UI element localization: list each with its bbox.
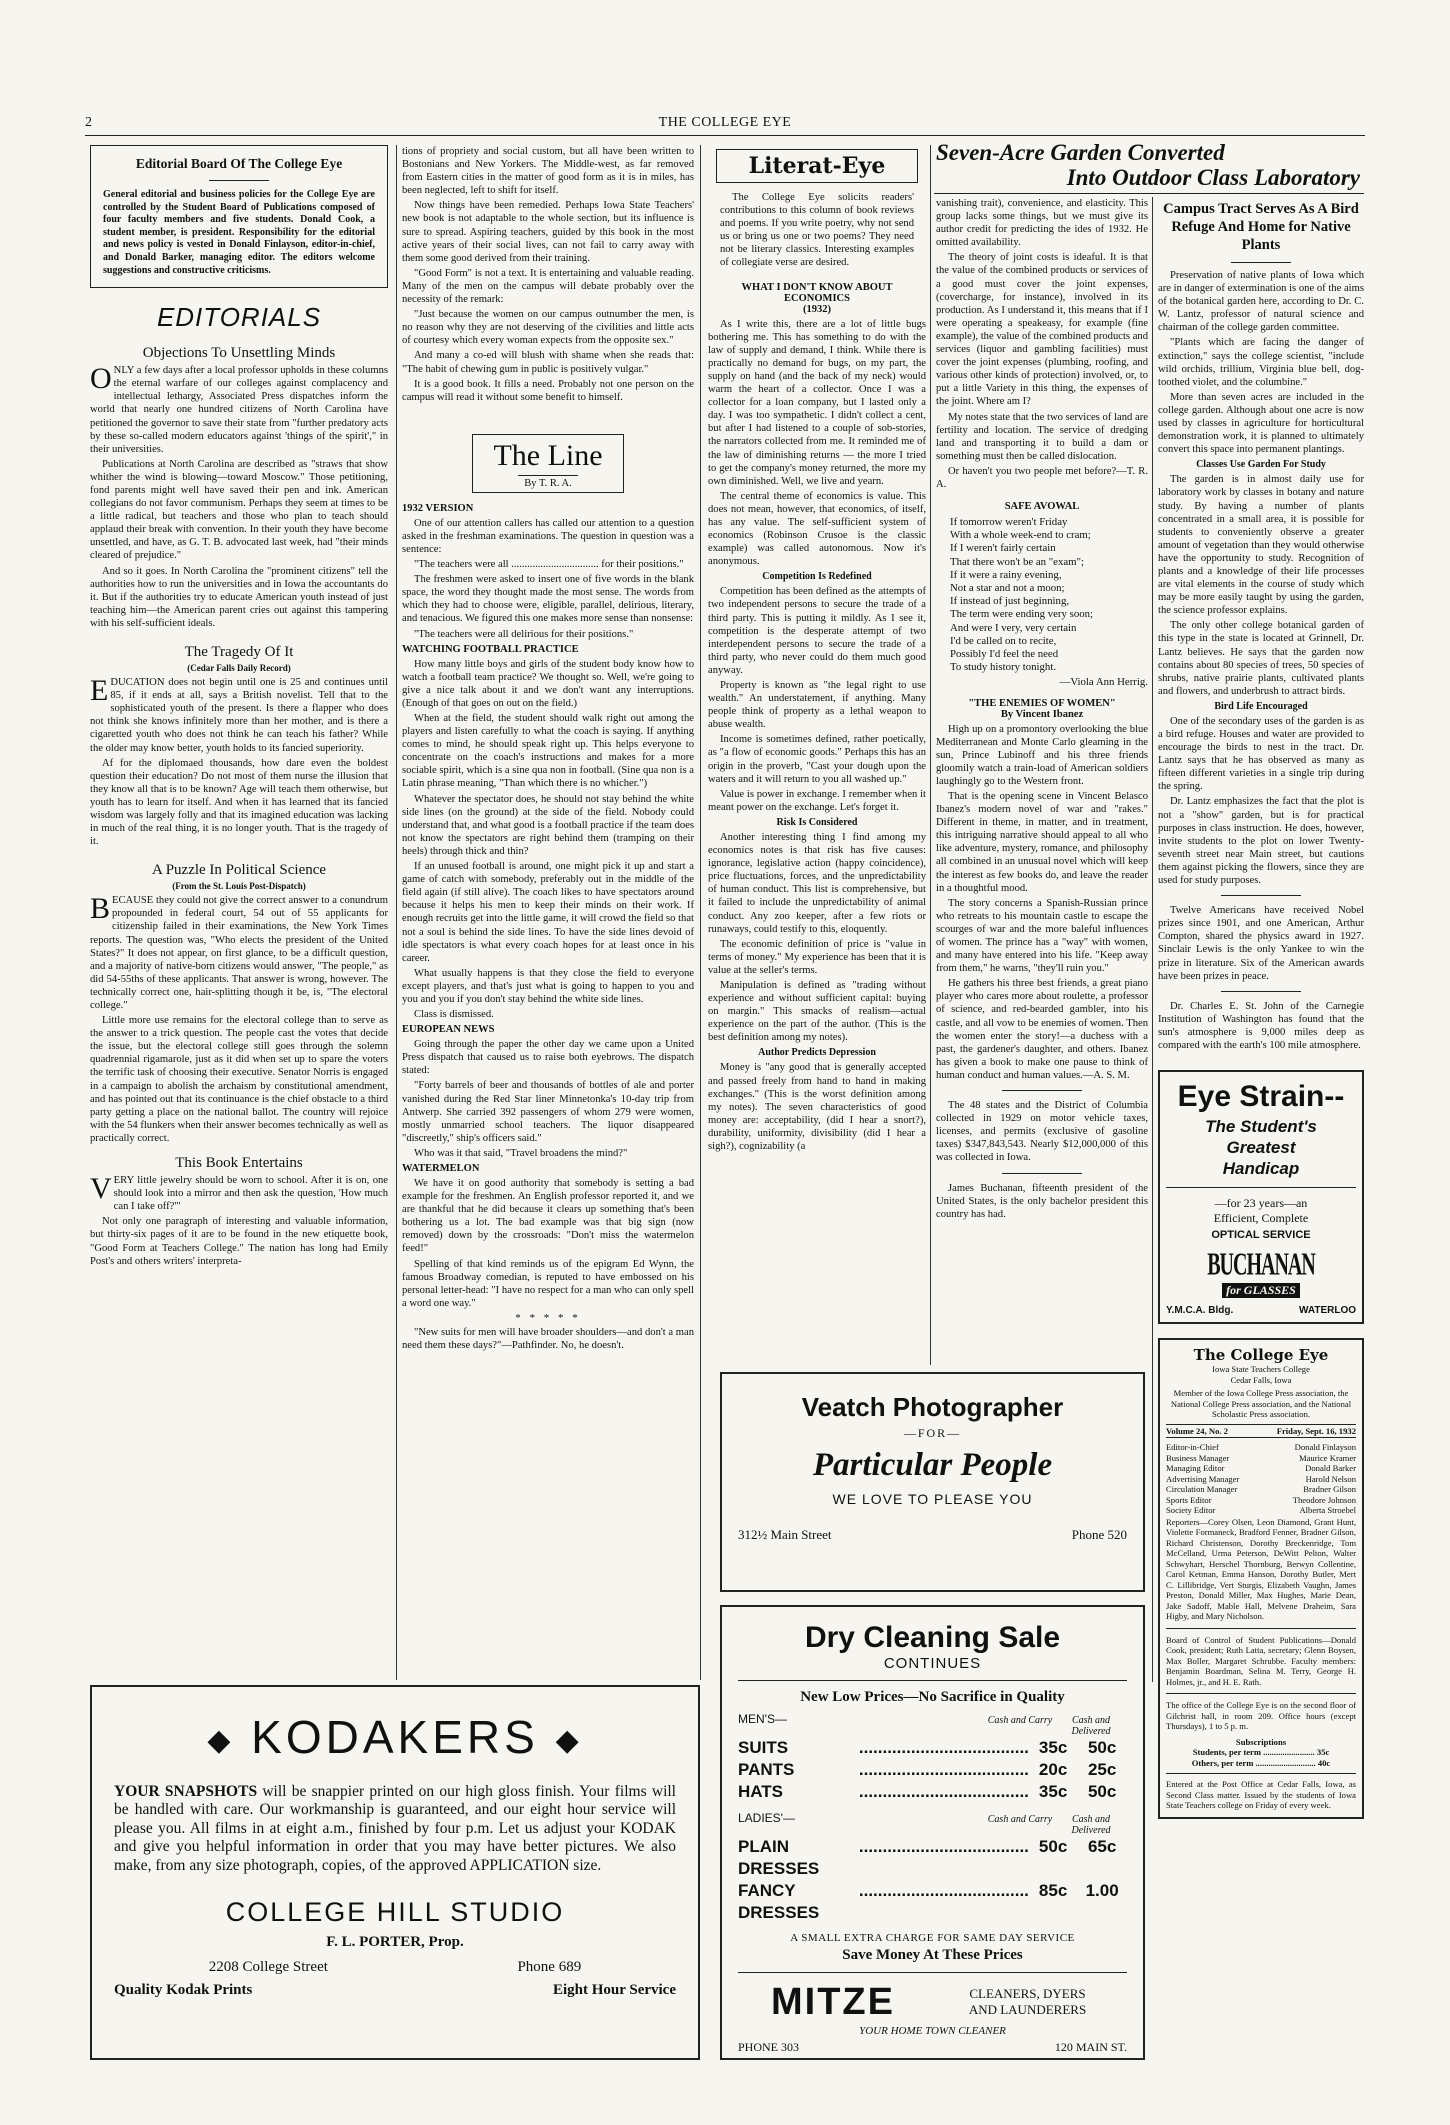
ad-line: Quality Kodak Prints (114, 1982, 253, 1999)
garden-headline (934, 140, 1364, 192)
poem-line: The term were ending very soon; (950, 608, 1094, 621)
article-body: As I write this, there are a lot of little bugs bothering me. This has something to do with the law of supply and demand, I think. While there is practically no demand for bugs, on my part, the supply on hand (and the back of my neck) would warm the heart of a collector. Once I was a collector for a loan company, but I lasted only a day. I was too sympathetic. I didn't collect a cent, but after I had listened to a couple of sob-stories, the narrators collected from me. It reminded me of the law of diminishing returns — the more I tried to get the company's money returned, the more my own diminished. Well, we live and yearn. (708, 318, 926, 487)
staff-row: Editor-in-Chief Donald Finlayson (1166, 1442, 1356, 1453)
staff-row: Advertising Manager Harold Nelson (1166, 1473, 1356, 1484)
issue-date: Friday, Sept. 16, 1932 (1276, 1425, 1356, 1436)
staff-row: Sports Editor Theodore Johnson (1166, 1494, 1356, 1505)
ad-line: Efficient, Complete (1213, 1211, 1309, 1226)
col-delivered: Cash and Delivered (1071, 1715, 1111, 1737)
article-body: Value is power in exchange. I remember when it meant power on the exchange. Let's forget it. (708, 788, 926, 813)
ad-address: Y.M.C.A. Bldg. (1166, 1305, 1234, 1317)
office-hours: The office of the College Eye is on the second floor of Gilchrist hall, in room 209. Office hours (except Thursdays), 1 to 5 p. m. (1166, 1700, 1356, 1732)
article-body: Competition has been defined as the attempts of two independent persons to secure the trade of a third party. This is putting it mildly. As I see it, competition is the desperate attempt of two interdependent persons to secure the trade of a third party, who never could do them much good anyway. (708, 586, 926, 676)
article-body: "The teachers were all ................................. for their positions." (414, 559, 684, 571)
article-body: "The teachers were all delirious for their positions." (414, 628, 634, 640)
kodakers-ad (90, 1685, 700, 2060)
section-head: 1932 VERSION (402, 502, 474, 514)
poem-line: That there won't be an "exam"; (950, 555, 1084, 568)
col-delivered: Cash and Delivered (1071, 1814, 1111, 1836)
article-body: The 48 states and the District of Columbia collected in 1929 on motor vehicle taxes, licenses, and permits (exclusive of gasoline taxes) $347,843,543. Nearly $12,000,000 of this was collected in Iowa. (936, 1100, 1148, 1164)
article-body: We have it on good authority that somebody is setting a bad example for the freshmen. An English professor reported it, and we are thankful that he did because it clears up something that's been bothering us a lot. The bad example was that big sign (now removed) down by the crossroads: "Don't miss the watermelon feed!" (402, 1178, 694, 1255)
article-body: Whatever the spectator does, he should not stay behind the white side lines (on the ground) at the side of the field. Nobody could understand that, and what good is a football practice if the team does not know the spectators are right behind them (tramping on their heels) through thick and thin? (402, 793, 694, 857)
ad-address: 120 MAIN ST. (1054, 2040, 1127, 2054)
article-body: "Plants which are facing the danger of extinction," says the college scientist, "include wild orchids, trillium, Virginia blue bell, dog-toothed violet, and the columbine." (1158, 337, 1364, 388)
editorials-title: EDITORIALS (156, 302, 322, 333)
ad-phone: Phone 689 (517, 1959, 582, 1976)
ad-line: CLEANERS, DYERS (969, 1986, 1086, 2001)
article-body: It is a good book. It fills a need. Probably not one person on the campus will read it without some benefit to himself. (402, 378, 694, 403)
drop-cap: V (90, 1172, 112, 1206)
section-head: Author Predicts Depression (758, 1047, 876, 1059)
article-body: "Forty barrels of beer and thousands of bottles of ale and porter vanished during the Red Star liner Minnetonka's 10-day trip from Antwerp. She carried 392 passengers of whom 279 were women, mostly unmarried school teachers. The liquor disappeared "discreetly," ship's officers said." (402, 1080, 694, 1144)
ad-line: Eight Hour Service (552, 1982, 676, 1999)
masthead-line: Iowa State Teachers College (1212, 1364, 1310, 1375)
article-body: Who was it that said, "Travel broadens the mind?" (414, 1147, 628, 1159)
ad-line: YOUR HOME TOWN CLEANER (859, 2025, 1006, 2037)
board-of-control: Board of Control of Student Publications—Donald Cook, president; Ruth Latta, secretary; Glenn Boysen, Max Boller, Margaret Schrubbe. Faculty members: Benjamin Boardman, Selina M. Terry, George H. Holmes, jr., and H. E. Rath. (1166, 1634, 1356, 1687)
section-head: Risk Is Considered (776, 816, 858, 828)
article-body: The story concerns a Spanish-Russian prince who retreats to his mountain castle to escape the scourges of war and the more baleful influences of women. The prince has a "way" with women, and many have entered into his life. "Keep away from them," he warns, "they'll ruin you." (936, 897, 1148, 975)
ad-line: —FOR— (903, 1426, 962, 1440)
article-body: High up on a promontory overlooking the blue Mediterranean and Monte Carlo gleaming in the sun, Prince Lubinoff and his three friends gloomily watch a train-load of American soldiers laughingly go to the Western front. (936, 723, 1148, 787)
ad-address: 2208 College Street (208, 1959, 328, 1976)
article-body: Af for the diplomaed thousands, how dare even the boldest question their education? Do not most of them nurse the illusion that they know all that is to be known? Age will teach them otherwise, but youth has to learn for itself. And when it has learned that its fancied wisdom was largely folly and that its imagined education was lacking in much of the real thing, it is no longer youth. That is the tragedy of it. (90, 757, 388, 848)
staff-list (1166, 1442, 1356, 1516)
article-body: Publications at North Carolina are described as "straws that show whither the wind is blowing—toward Moscow." Those petitioning, fond parents might well have saved their pen and ink. American collegians do not favor communism. Perhaps they seem at times to be a little radical, but teachers and those who plan to teach should applaud their break with convention. In their youth they have become unsettled, and have, as G. T. B. advocated last week, had "their minds cleared of prejudice." (90, 458, 388, 562)
article-body: The freshmen were asked to insert one of five words in the blank space, the word they thought made the most sense. The words from which they had to choose were, eligible, parallel, delirious, literary, and tenacious. We figured this one makes more sense than nonsense: (402, 574, 694, 625)
masthead-box (1158, 1338, 1364, 1819)
article-body: tions of propriety and social custom, but all have been written to Bostonians and New Yorkers. The Middle-west, as far removed from Eastern cities in the matter of good form as it is in miles, has been neglected, left to shift for itself. (402, 146, 694, 197)
col-carry: Cash and Carry (987, 1715, 1053, 1726)
article-source: (From the St. Louis Post-Dispatch) (172, 881, 306, 892)
article-body: The theory of joint costs is ideaful. It is that the value of the combined products or services of a good must cover the joint expenses, (covercharge, for instance), involved in its production. As I understand it, this means that if I were operating a speakeasy, for example (fine example), the value of the combined products and services (liquor and gambling facilities) must cover the joint expenses (plumbing, roofing, and various other kinds of protection) involved, or, to put a little Variety in this thing, the expenses of the joint. Where am I? (936, 252, 1148, 408)
article-body: Not only one paragraph of interesting and valuable information, but thirty-six pages of it are to be found in the new etiquette book, "Good Form at Teachers College." The nation has long had Emily Post's and others writers' interpreta- (90, 1216, 388, 1267)
subscriptions-title: Subscriptions (1235, 1736, 1287, 1747)
poem (936, 516, 1148, 674)
article-body: One of the secondary uses of the garden is as a bird refuge. Houses and water are provided to encourage the birds to nest in the tract. Dr. Lantz says that he has observed as many as fifteen different varieties in a single trip during the spring. (1158, 715, 1364, 793)
article-body: Income is sometimes defined, rather poetically, as "a flow of economic goods." Perhaps this has an origin in the proverb, "Cast your dough upon the waters and it will return to you all washed up." (708, 734, 926, 785)
literat-eye-column (708, 145, 926, 1365)
article-body: My notes state that the two services of land are fertility and location. The service of dredging land and transporting it to build a dam or something must then be called dislocation. (936, 411, 1148, 462)
ad-tagline: Particular People (812, 1447, 1053, 1483)
drop-cap: O (90, 362, 112, 396)
editorial-board-box (90, 145, 388, 288)
diamond-icon: ◆ (207, 1723, 235, 1757)
article-title: Objections To Unsettling Minds (142, 345, 336, 362)
article-body: The only other college botanical garden of this type in the state is located at Grinnell, Dr. Lantz believes. He says that the garden now contains about 80 species of trees, 50 species of shrubs, native prairie plants, cultivated plants and flowers, and underbrush to attract birds. (1158, 620, 1364, 697)
article-body: One of our attention callers has called our attention to a question asked in the freshman examinations. The question in question was a sentence: (402, 517, 694, 555)
article-body: Now things have been remedied. Perhaps Iowa State Teachers' new book is not adaptable to the whole section, but its influence is sure to spread. Aspiring teachers, guided by this book in the most active years of their social lives, can not fail to carry away with them some good derived from their training. (402, 200, 694, 264)
article-body: Money is "any good that is generally accepted and passed freely from hand to hand in making exchanges." (This is the worst definition among my notes). The seven characteristics of good money are: acceptability, (did I hear a snort?), durability, uniformity, divisibility (did I hear a sigh?), cognizability (a (708, 1062, 926, 1152)
article-body: What usually happens is that they close the field to everyone except players, and that's just what is going to happen to you and you and you if you don't stay behind the white side lines. (402, 967, 694, 1005)
ad-line: CONTINUES (883, 1655, 982, 1672)
staff-row: Circulation Manager Bradner Gilson (1166, 1484, 1356, 1495)
ad-title: Eye Strain-- (1177, 1080, 1345, 1114)
ad-phone: Phone 520 (1071, 1527, 1127, 1542)
literat-eye-box (716, 149, 918, 183)
subscription-line: Students, per term ........................ 35c (1192, 1747, 1330, 1758)
article-body: The garden is in almost daily use for laboratory work by classes in botany and nature study. By having a number of plants concentrated in a small area, it is possible for students to conveniently observe a greater amount of vegetation than they would otherwise have the opportunity to study. Recognition of plants and a knowledge of their life processes are vital elements in the course of study which may be more easily taught by using the garden, the science professor explains. (1158, 474, 1364, 617)
studio-name: COLLEGE HILL STUDIO (225, 1897, 565, 1928)
article-body: EDUCATION does not begin until one is 25 and continues until 85, if it ends at all, says a British novelist. Tell that to the sophisticated youth of the present. Is there a flapper who does not think she knows infinitely more than her mother, and is there a cigaretted youth who does not think he can teach his father? While the older may know better, youth holds to its fancied superiority. (90, 674, 388, 754)
article-body: Preservation of native plants of Iowa which are in danger of extermination is one of the aims of the botanical garden here, according to Dr. C. W. Lantz, professor of natural science and chairman of the college garden committee. (1158, 270, 1364, 334)
ad-headline: New Low Prices—No Sacrifice in Quality (800, 1689, 1065, 1705)
poem-line: To study history tonight. (950, 661, 1057, 674)
article-body: Property is known as "the legal right to use wealth." An understatement, if anything. Many people think of property as a lethal weapon to abuse wealth. (708, 680, 926, 731)
staff-row: Managing Editor Donald Barker (1166, 1463, 1356, 1474)
column-two (402, 145, 694, 1680)
section-head: Classes Use Garden For Study (1196, 459, 1326, 471)
article-body: vanishing trait), convenience, and elasticity. This group lacks some things, but we must give its author credit for predicting the ides of 1932. He omitted availability. (936, 198, 1148, 249)
veatch-ad (720, 1372, 1145, 1592)
garden-title-line2: Into Outdoor Class Laboratory (1066, 165, 1360, 190)
article-body: Dr. Lantz emphasizes the fact that the plot is not a "show" garden, but is for practical purposes in class instruction. He does, however, invite students to the plot on lower Twenty-seventh street near Main street, but cautions them against picking the flowers, since they are used for study purposes. (1158, 796, 1364, 887)
the-line-byline: By T. R. A. (524, 477, 572, 489)
price-row: PANTS .................................... 20c 25c (738, 1760, 1117, 1779)
masthead-title: The College Eye (1193, 1346, 1329, 1365)
ad-line: Save Money At These Prices (842, 1947, 1023, 1963)
article-body: The economic definition of price is "value in terms of money." My experience has been that it is value at the seller's terms. (708, 938, 926, 976)
studio-prop: F. L. PORTER, Prop. (326, 1934, 464, 1951)
price-row: SUITS .................................... 35c 50c (738, 1738, 1117, 1757)
ad-line: OPTICAL SERVICE (1211, 1229, 1311, 1242)
garden-title-line1: Seven-Acre Garden Converted (936, 140, 1225, 165)
ad-line: WE LOVE TO PLEASE YOU (832, 1491, 1033, 1507)
article-body: Spelling of that kind reminds us of the epigram Ed Wynn, the famous Broadway comedian, is reputed to have embossed on his personal letter-head: "I have no respect for a man who can only spell a word one way." (402, 1258, 694, 1309)
poem-line: If it were a rainy evening, (950, 568, 1062, 581)
article-body: Manipulation is defined as "trading without experience and without sufficient capital: buying on margin." This smacks of realism—actual experience on the part of the author. (This is the best definition among my notes). (708, 979, 926, 1044)
article-body: James Buchanan, fifteenth president of the United States, is the only bachelor president this country has had. (936, 1182, 1148, 1220)
article-title: The Tragedy Of It (184, 644, 294, 661)
mens-label: MEN'S— (738, 1712, 787, 1726)
section-head: By Vincent Ibanez (1000, 708, 1084, 720)
section-head: SAFE AVOWAL (1004, 501, 1080, 513)
article-body: Or haven't you two people met before?—T. R. A. (936, 465, 1148, 490)
ladies-label: LADIES'— (738, 1811, 795, 1825)
ad-line: Greatest (1226, 1138, 1296, 1158)
ad-line: A SMALL EXTRA CHARGE FOR SAME DAY SERVICE (790, 1932, 1075, 1944)
the-line-box (472, 434, 624, 493)
subscription-line: Others, per term ............................ 40c (1191, 1757, 1331, 1768)
drop-cap: B (90, 892, 111, 926)
article-body: Twelve Americans have received Nobel prizes since 1901, and one American, Arthur Compton, shared the physics award in 1927. Sinclair Lewis is the only Yankee to win the prize in literature. Six of the American awards have been prizes in peace. (1158, 905, 1364, 982)
article-body: BECAUSE they could not give the correct answer to a conundrum propounded in federal court, 54 out of 55 applicants for citizenship failed in their examinations, the New York Times reports. The question was, "Who elects the president of the United States?" It does not appear, on first glance, to be a difficult question, and a majority of native-born citizens would answer, "The people," as did 54-55ths of these applicants. That answer is wrong, however. The technically correct one, hair-splitting though it be, is, "The electoral college." (90, 892, 388, 1011)
section-head: EUROPEAN NEWS (402, 1024, 495, 1036)
poem-author: —Viola Ann Herrig. (1059, 675, 1148, 688)
ad-body: YOUR SNAPSHOTS will be snappier printed on our high gloss finish. Your films will be handled with care. Our workmanship is guaranteed, and our eight hour service will please you. All films in at eight a.m., finished by four p.m. Let us adjust your KODAK and give you helpful information in order that you may have better pictures. We also make, from any size photograph, copies, of the approved APPLICATION size. (114, 1782, 676, 1874)
poem-line: If I weren't fairly certain (950, 542, 1056, 555)
garden-column (1158, 197, 1364, 1811)
article-body: More than seven acres are included in the college garden. Although about one acre is now used by classes in agriculture for horticultural demonstration work, it is planned to ultimately convert this space into permanent plantings. (1158, 391, 1364, 456)
ad-line: AND LAUNDERERS (968, 2002, 1087, 2017)
poem-line: Possibly I'd feel the need (950, 648, 1059, 661)
ad-line: The Student's (1205, 1117, 1317, 1137)
ad-address: 312½ Main Street (738, 1527, 832, 1542)
masthead-line: Member of the Iowa College Press association, the National College Press association, and the National Scholastic Press association. (1170, 1388, 1352, 1420)
article-body: Class is dismissed. (414, 1009, 494, 1021)
article-body: The central theme of economics is value. This does not mean, however, that economics, of itself, has any value. The self-sufficient system of economics (Robinson Crusoe is the classic example) was called autonomous. Now it's anonymous. (708, 490, 926, 568)
price-row: PLAIN DRESSES .................................... 50c 65c (738, 1837, 1117, 1878)
article-body: ONLY a few days after a local professor upholds in these columns the eternal warfare of our colleges against complacency and intellectual lethargy, Associated Press dispatches inform the world that nearly one hundred citizens of North Carolina have petitioned the governor to save their state from "further predatory acts by these so-called modern educators against 'things of the spirit'," in their universities. (90, 362, 388, 455)
section-head: Bird Life Encouraged (1214, 700, 1308, 712)
ad-line: Handicap (1222, 1159, 1300, 1179)
editorial-column (90, 145, 388, 1680)
separator-stars: * * * * * (515, 1311, 581, 1324)
article-body: Dr. Charles E. St. John of the Carnegie Institution of Washington has found that the sun's atmosphere is 9,000 miles deep as compared with the earth's 100 mile atmosphere. (1158, 1000, 1364, 1051)
article-body: "Just because the women on our campus outnumber the men, is no reason why they are not deserving of the civilities and little acts of courtesy which every woman expects from the opposite sex." (402, 309, 694, 347)
paper-title: THE COLLEGE EYE (658, 115, 792, 130)
article-body: How many little boys and girls of the student body know how to watch a football team practice? We thought so. Well, we're going to give a nice talk about it and we don't want any interruptions. (Enough of that goes on out on the field.) (402, 658, 694, 709)
poem-line: I'd be called on to recite, (950, 634, 1057, 647)
staff-row: Business Manager Maurice Kramer (1166, 1452, 1356, 1463)
section-head: "THE ENEMIES OF WOMEN" (968, 697, 1116, 709)
article-body: "New suits for men will have broader shoulders—and don't a man need them these days?"—Pathfinder. No, he doesn't. (402, 1326, 694, 1352)
dry-cleaning-ad (720, 1605, 1145, 2060)
ad-title: ◆ KODAKERS ◆ (207, 1711, 583, 1763)
article-body: VERY little jewelry should be worn to school. After it is on, one should look into a mirror and then ask the question, 'How much can I take off?'" (90, 1172, 388, 1213)
article-title: This Book Entertains (175, 1155, 303, 1172)
diamond-icon: ◆ (555, 1723, 583, 1757)
section-head: WATCHING FOOTBALL PRACTICE (402, 643, 579, 655)
section-head: Competition Is Redefined (762, 571, 872, 583)
masthead-line: Cedar Falls, Iowa (1230, 1374, 1292, 1385)
ad-phone: PHONE 303 (738, 2040, 800, 2054)
mitze-logo: MITZE (771, 1981, 895, 2023)
page-number: 2 (85, 115, 92, 130)
ad-city: WATERLOO (1298, 1305, 1356, 1317)
eye-strain-ad (1158, 1070, 1364, 1324)
drop-cap: E (90, 674, 109, 708)
article-body: Little more use remains for the electoral college than to serve as the answer to a trick question. The people cast the votes that decide the issue, but the electoral college still goes through the solemn quadrennial rigamarole, just as it did when set up to spare the voters the terrific task of choosing their executive. Senator Norris is engaged in a campaign to abolish the archaism by constitutional amendment, and has pointed out that its continuance is the chief obstacle to a third party getting a place on the national ballot. The country will rejoice with the 54 flunkers when their answer becomes technically as well as practically correct. (90, 1015, 389, 1144)
column-four (936, 197, 1148, 1365)
page-header (85, 115, 1365, 135)
poem-line: If instead of just beginning, (950, 595, 1070, 608)
article-body: He gathers his three best friends, a great piano player who cares more about roulette, a professor of science, and red-bearded gambler, into his castle, and all vow to be enemies of women. Then the women enter the story!—a duchess with a past, the gardener's daughter, and others. Ibanez has given a book to make one pause to think of human conduct and human values.—A. S. M. (936, 978, 1148, 1081)
staff-row: Society Editor Alberta Stroebel (1166, 1505, 1356, 1516)
article-body: If an unused football is around, one might pick it up and start a game of catch with somebody, preferably out in the middle of the field again (if still alive). The coach likes to have spectators around because it helps his men to keep their minds on their work. If enough recruits get into the little game, it will crowd the field so that not a soul is behind the side lines. To have the side lines devoid of idle spectators is what every coach hopes for at least once in his career. (402, 861, 694, 964)
ad-title: Dry Cleaning Sale (804, 1621, 1061, 1654)
article-body: And so it goes. In North Carolina the "prominent citizens" tell the authorities how to run the universities and in Iowa the accountants do it. But if the authorities try to educate American youth instead of just teaching him—the American parent cries out against this tampering with his self-sufficient ideals. (90, 565, 388, 629)
editorial-board-title: Editorial Board Of The College Eye (135, 156, 343, 171)
section-head: WATERMELON (402, 1163, 480, 1174)
garden-subhead: Campus Tract Serves As A Bird Refuge And Home for Native Plants (1163, 201, 1359, 253)
article-source: (Cedar Falls Daily Record) (187, 663, 291, 674)
col-carry: Cash and Carry (987, 1814, 1053, 1825)
volume: Volume 24, No. 2 (1166, 1425, 1228, 1436)
literat-eye-title: Literat-Eye (748, 153, 886, 179)
poem-line: With a whole week-end to cram; (950, 529, 1091, 542)
ad-title: Veatch Photographer (801, 1392, 1064, 1422)
ad-line: —for 23 years—an (1214, 1196, 1308, 1211)
reporters: Reporters—Corey Olsen, Leon Diamond, Grant Hunt, Violette Formaneck, Bradford Fenner, Bradner Gilson, Richard Christenson, Dorothy Breckenridge, Tom McCelland, Urma Peterson, DeWitt Pelton, Walter Schwyhart, Herschel Thornburg, Berwyn Collentine, Carol Ketman, Emma Hanson, Dorothy Butler, Mert C. Lillibridge, Vert Sturgis, Elizabeth Vaughn, James Preston, Donald Miller, Max Hughes, Marie Dean, Jake Sadoff, Mable Hall, Melvene Draheim, Sara Higby, and Mary Nicholson. (1166, 1516, 1356, 1622)
article-body: And many a co-ed will blush with shame when she reads that: "The habit of chewing gum in public is positively vulgar." (402, 350, 694, 375)
the-line-title: The Line (493, 438, 603, 472)
poem-line: And were I very, very certain (950, 621, 1077, 634)
price-row: FANCY DRESSES .................................... 85c 1.00 (738, 1881, 1119, 1922)
section-head: WHAT I DON'T KNOW ABOUT ECONOMICS (741, 281, 893, 304)
editorial-board-text: General editorial and business policies for the College Eye are controlled by the Student Board of Publications composed of four faculty members and five students. Donald Cook, a student member, is president. Responsibility for the editorial and news policy is vested in Donald Finlayson, editor-in-chief, and Donald Barker, managing editor. The editors welcome suggestions and constructive criticisms. (103, 189, 375, 276)
price-row: HATS .................................... 35c 50c (738, 1782, 1117, 1801)
article-body: That is the opening scene in Vincent Belasco Ibanez's modern novel of war and "rakes." Different in theme, in matter, and in treatment, this intriguing narrative should appeal to all who like adventure, mystery, romance, and philosophy all combined in an unusual novel which will keep the interest as few books do, and leave the reader in a thoughtful mood. (936, 790, 1148, 894)
article-body: When at the field, the student should walk right out among the players and listen carefully to what the coach is saying. If anything comes to mind, he should speak right up. This helps everyone to concentrate on the coach's instructions and makes for a more sociable spirit, which is a sine qua non in football. (Sine qua non is a Latin phrase meaning, "Than which there is no whicher.") (402, 713, 694, 790)
section-head: (1932) (803, 303, 831, 315)
article-title: A Puzzle In Political Science (151, 862, 327, 879)
poem-line: Not a star and not a moon; (950, 582, 1065, 595)
poem-line: If tomorrow weren't Friday (950, 516, 1068, 529)
buchanan-logo: BUCHANAN for GLASSES (1207, 1247, 1315, 1298)
postal-notice: Entered at the Post Office at Cedar Falls, Iowa, as Second Class matter. Issued by the students of Iowa State Teachers college on Friday of every week. (1166, 1779, 1356, 1811)
literat-intro: The College Eye solicits readers' contributions to this column of book reviews and poems. If you write poetry, why not send us or bring us one or two poems? They need not be literary classics. Interesting examples of collegiate verse are desired. (720, 192, 914, 269)
article-body: Going through the paper the other day we came upon a United Press dispatch that caused us to raise both eyebrows. The dispatch stated: (402, 1039, 694, 1077)
article-body: "Good Form" is not a text. It is entertaining and valuable reading. Many of the men on the campus will debate probably over the necessity of the remark: (402, 267, 694, 306)
article-body: Another interesting thing I find among my economics notes is that risk has five causes: ignorance, legislative action (happy coincidence), price fluctuations, forces, and the unpredictability of human conduct. This list is comprehensive, but it failed to include the unpredictability of animal conduct. Any zoo keeper, after a few riots or runaways, could testify to this, eloquently. (708, 831, 926, 935)
